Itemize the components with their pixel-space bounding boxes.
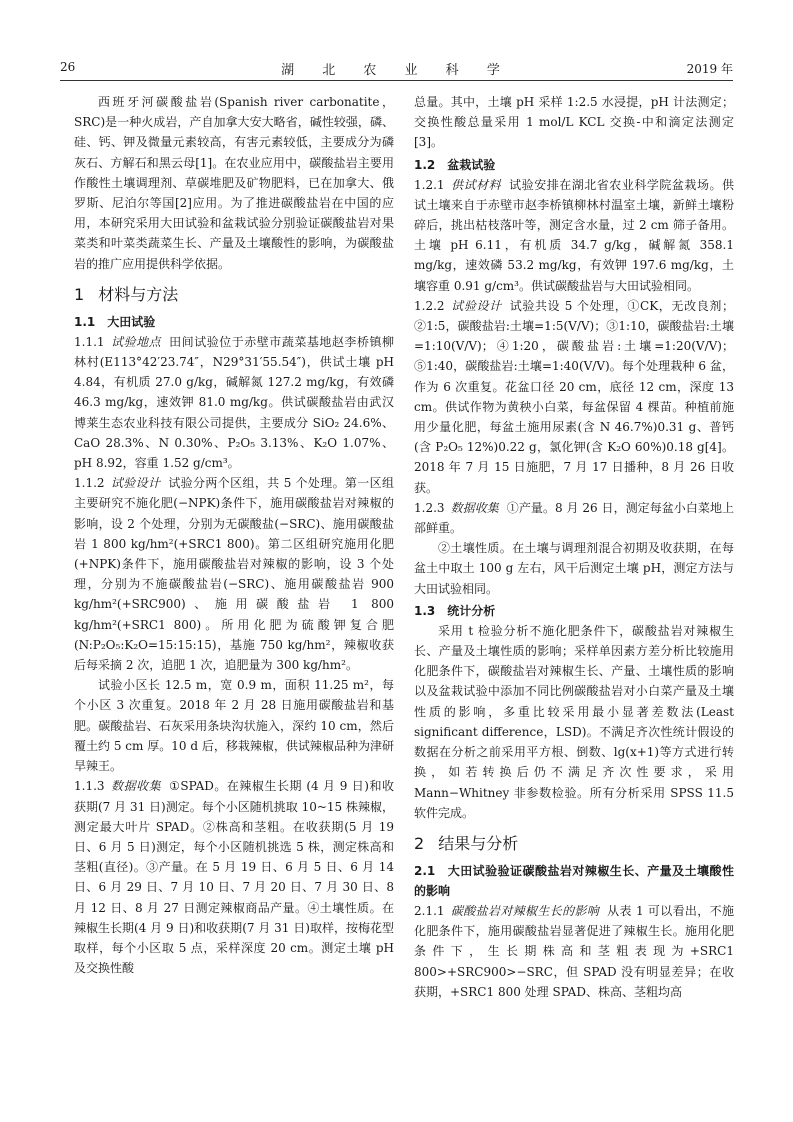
paragraph-1-1-1 <box>74 332 394 473</box>
subsection-title: 数据收集 <box>110 779 162 794</box>
subsection-text: 试验安排在湖北省农业科学院盆栽场。供试土壤来自于赤壁市赵李桥镇柳林村温室土壤，新鲜土壤粉碎后，挑出枯枝落叶等，测定含水量，过 2 cm 筛子备用。土壤 pH 6.11，有机质 34.7 g/kg，碱解氮 358.1 mg/kg，速效磷 53.2 mg/kg，有效钾 197.6 mg/kg，土壤容重 0.91 g/cm³。供试碳酸盐岩与大田试验相同。 <box>414 177 734 293</box>
section-number: 2 <box>414 833 425 853</box>
subsection-number: 1.2.2 <box>414 298 445 313</box>
continued-paragraph: 总量。其中，土壤 pH 采样 1:2.5 水浸提，pH 计法测定；交换性酸总量采用 1 mol/L KCL 交换-中和滴定法测定[3]。 <box>414 95 734 150</box>
intro-paragraph: 西班牙河碳酸盐岩(Spanish river carbonatite，SRC)是一种火成岩，产自加拿大安大略省，碱性较强，磷、硅、钙、钾及微量元素较高，有害元素较低，主要成分为磷灰石、方解石和黑云母[1]。在农业应用中，碳酸盐岩主要用作酸性土壤调理剂、草碳堆肥及矿物肥料，已在加拿大、俄罗斯、尼泊尔等国[2]应用。为了推进碳酸盐岩在中国的应用，本研究采用大田试验和盆栽试验分别验证碳酸盐岩对果菜类和叶菜类蔬菜生长、产量及土壤酸性的影响，为碳酸盐岩的推广应用提供科学依据。 <box>74 95 394 271</box>
subsection-title: 试验地点 <box>110 334 162 349</box>
subsection-number: 1.1.2 <box>74 476 105 491</box>
paragraph-1-2-2 <box>414 296 734 498</box>
paragraph-plot-setup: 试验小区长 12.5 m，宽 0.9 m，面积 11.25 m²，每个小区 3 次重复。2018 年 2 月 28 日施用碳酸盐岩和基肥。碳酸盐岩、石灰采用条块沟状施入，深约 10 cm，然后覆土约 5 cm 厚。10 d 后，移栽辣椒，供试辣椒品种为津研旱辣王。 <box>74 678 394 774</box>
left-column <box>74 92 394 978</box>
subsection-title: 试验设计 <box>450 298 502 313</box>
section-number: 1.1 <box>74 314 96 329</box>
section-2-heading <box>414 833 734 855</box>
subsection-title: 数据收集 <box>450 500 499 515</box>
paragraph-1-2-3 <box>414 498 734 538</box>
paragraph-1-2-1 <box>414 175 734 296</box>
section-2-1-heading <box>414 861 734 901</box>
subsection-title: 碳酸盐岩对辣椒生长的影响 <box>450 903 600 918</box>
section-number: 2.1 <box>414 863 436 878</box>
journal-year: 2019 年 <box>686 62 733 76</box>
section-number: 1.2 <box>414 157 436 172</box>
subsection-number: 1.1.3 <box>74 779 105 794</box>
subsection-text: ①产量。8 月 26 日，测定每盆小白菜地上部鲜重。 <box>414 500 734 536</box>
section-number: 1 <box>74 284 85 304</box>
paragraph-statistics: 采用 t 检验分析不施化肥条件下，碳酸盐岩对辣椒生长、产量及土壤性质的影响；采样单因素方差分析比较施用化肥条件下，碳酸盐岩对辣椒生长、产量、土壤性质的影响以及盆栽试验中添加不同比例碳酸盐岩对小白菜产量及土壤性质的影响，多重比较采用最小显著差数法(Least significant difference，LSD)。不满足齐次性统计假设的数据在分析之前采用平方根、倒数、lg(x+1)等方式进行转换，如若转换后仍不满足齐次性要求，采用 Mann−Whitney 非参数检验。所有分析采用 SPSS 11.5 软件完成。 <box>414 623 734 820</box>
paragraph-soil-properties: ②土壤性质。在土壤与调理剂混合初期及收获期，在每盆土中取土 100 g 左右，风干后测定土壤 pH，测定方法与大田试验相同。 <box>414 541 734 596</box>
subsection-text: 田间试验位于赤壁市蔬菜基地赵李桥镇柳林村(E113°42′23.74″，N29°31′55.54″)，供试土壤 pH 4.84，有机质 27.0 g/kg，碱解氮 127.2 mg/kg，有效磷 46.3 mg/kg，速效钾 81.0 mg/kg。供试碳酸盐岩由武汉博莱生态农业科技有限公司提供，主要成分 SiO₂ 24.6%、CaO 28.3%、N 0.30%、P₂O₅ 3.13%、K₂O 1.07%、pH 8.92，容重 1.52 g/cm³。 <box>74 334 394 471</box>
section-title: 材料与方法 <box>98 284 179 304</box>
section-1-1-heading <box>74 312 394 332</box>
subsection-text: 试验共设 5 个处理，①CK，无改良剂；②1:5，碳酸盐岩:土壤=1:5(V/V)；③1:10，碳酸盐岩:土壤=1:10(V/V)；④1:20，碳酸盐岩:土壤=1:20(V/V)；⑤1:40，碳酸盐岩:土壤=1:40(V/V)。每个处理栽种 6 盆，作为 6 次重复。花盆口径 20 cm，底径 12 cm，深度 13 cm。供试作物为黄秧小白菜，每盆保留 4 棵苗。种植前施用少量化肥，每盆土施用尿素(含 N 46.7%)0.31 g、普钙(含 P₂O₅ 12%)0.22 g，氯化钾(含 K₂O 60%)0.18 g[4]。2018 年 7 月 15 日施肥，7 月 17 日播种，8 月 26 日收获。 <box>414 298 734 495</box>
journal-name: 湖 北 农 业 科 学 <box>281 63 512 78</box>
page-number: 26 <box>60 60 76 74</box>
subsection-number: 2.1.1 <box>414 903 445 918</box>
subsection-text: ①SPAD。在辣椒生长期 (4 月 9 日)和收获期(7 月 31 日)测定。每个小区随机挑取 10~15 株辣椒，测定最大叶片 SPAD。②株高和茎粗。在收获期(5 月 19 日、6 月 5 日)测定，每个小区随机挑选 5 株，测定株高和茎粗(直径)。③产量。在 5 月 19 日、6 月 5 日、6 月 14 日、6 月 29 日、7 月 10 日、7 月 20 日、7 月 30 日、8 月 12 日、8 月 27 日测定辣椒商品产量。④土壤性质。在辣椒生长期(4 月 9 日)和收获期(7 月 31 日)取样，按梅花型取样，每个小区取 5 点，采样深度 20 cm。测定土壤 pH 及交换性酸 <box>74 779 394 976</box>
subsection-text: 试验分两个区组，共 5 个处理。第一区组主要研究不施化肥(−NPK)条件下，施用碳酸盐岩对辣椒的影响，设 2 个处理，分别为无碳酸盐(−SRC)、施用碳酸盐岩 1 800 kg/hm²(+SRC1 800)。第二区组研究施用化肥(+NPK)条件下，施用碳酸盐岩对辣椒的影响，设 3 个处理，分别为不施碳酸盐岩(−SRC)、施用碳酸盐岩 900 kg/hm²(+SRC900)、施用碳酸盐岩 1 800 kg/hm²(+SRC1 800)。所用化肥为硫酸钾复合肥(N:P₂O₅:K₂O=15:15:15)，基施 750 kg/hm²，辣椒收获后每采摘 2 次，追肥 1 次，追肥量为 300 kg/hm²。 <box>74 476 394 673</box>
section-title: 统计分析 <box>447 603 496 618</box>
subsection-number: 1.1.1 <box>74 334 105 349</box>
paragraph-1-1-3 <box>74 776 394 978</box>
running-header <box>60 58 733 81</box>
paragraph-2-1-1 <box>414 901 734 1002</box>
right-column <box>414 92 734 1002</box>
section-title: 大田试验 <box>107 314 156 329</box>
section-1-heading <box>74 284 394 306</box>
subsection-title: 试验设计 <box>110 476 161 491</box>
section-title: 盆栽试验 <box>447 157 496 172</box>
section-1-2-heading <box>414 155 734 175</box>
section-1-3-heading <box>414 601 734 621</box>
section-title: 结果与分析 <box>438 833 519 853</box>
subsection-title: 供试材料 <box>450 177 502 192</box>
section-number: 1.3 <box>414 603 436 618</box>
subsection-number: 1.2.3 <box>414 500 445 515</box>
section-title: 大田试验验证碳酸盐岩对辣椒生长、产量及土壤酸性的影响 <box>414 863 734 898</box>
subsection-number: 1.2.1 <box>414 177 445 192</box>
subsection-text: 从表 1 可以看出，不施化肥条件下，施用碳酸盐岩显著促进了辣椒生长。施用化肥条件下，生长期株高和茎粗表现为+SRC1 800>+SRC900>−SRC，但 SPAD 没有明显差异；在收获期，+SRC1 800 处理 SPAD、株高、茎粗均高 <box>414 903 734 999</box>
paragraph-1-1-2 <box>74 473 394 675</box>
